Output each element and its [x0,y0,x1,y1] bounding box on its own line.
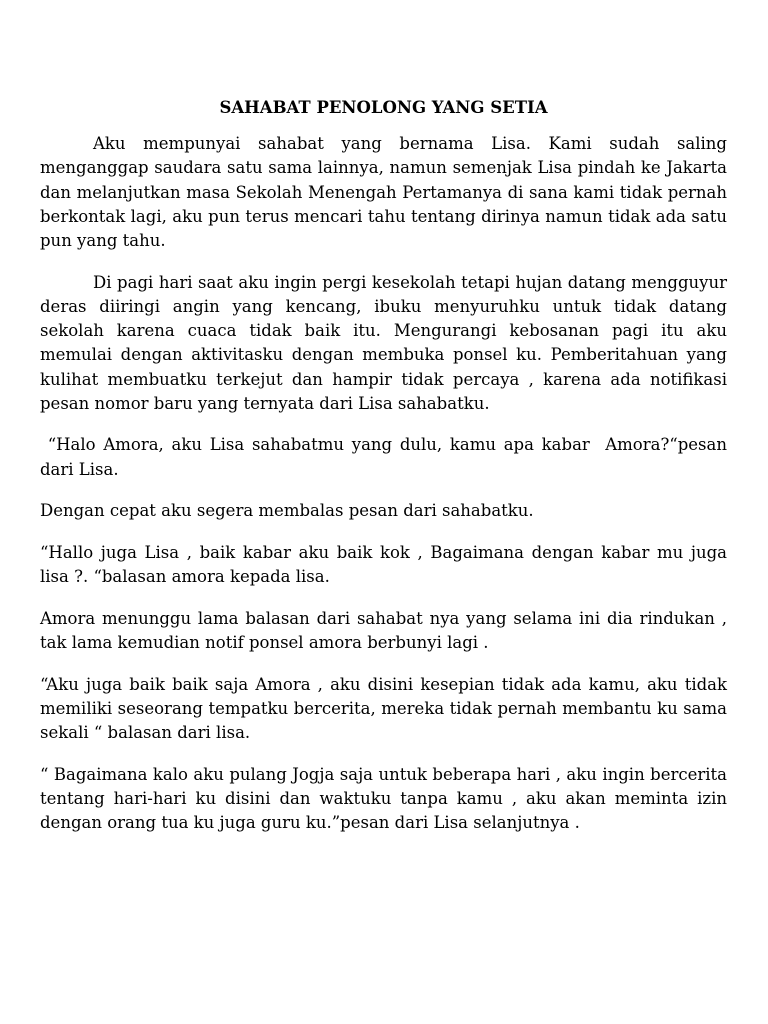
paragraph-1: Aku mempunyai sahabat yang bernama Lisa. Kami sudah saling menganggap saudara satu sama lainnya, namun semenjak Lisa pindah ke Jakarta dan melanjutkan masa Sekolah Menengah Pertamanya di sana kami tidak pernah berkontak lagi, aku pun terus mencari tahu tentang dirinya namun tidak ada satu pun yang tahu. [40,134,727,251]
paragraph-7: “Aku juga baik baik saja Amora , aku disini kesepian tidak ada kamu, aku tidak memiliki seseorang tempatku bercerita, mereka tidak pernah membantu ku sama sekali “ balasan dari lisa. [40,674,727,743]
paragraph-4: Dengan cepat aku segera membalas pesan dari sahabatku. [40,501,534,521]
document-body [40,96,733,853]
paragraph-3: “Halo Amora, aku Lisa sahabatmu yang dulu, kamu apa kabar Amora?“pesan dari Lisa. [40,435,733,479]
paragraph-5: “Hallo juga Lisa , baik kabar aku baik kok , Bagaimana dengan kabar mu juga lisa ?. “balasan amora kepada lisa. [40,543,727,587]
document-title: SAHABAT PENOLONG YANG SETIA [219,98,548,117]
paragraph-2: Di pagi hari saat aku ingin pergi kesekolah tetapi hujan datang mengguyur deras diiringi angin yang kencang, ibuku menyuruhku untuk tidak datang sekolah karena cuaca tidak baik itu. Mengurangi kebosanan pagi itu aku memulai dengan aktivitasku dengan membuka ponsel ku. Pemberitahuan yang kulihat membuatku terkejut dan hampir tidak percaya , karena ada notifikasi pesan nomor baru yang ternyata dari Lisa sahabatku. [40,272,727,413]
paragraph-6: Amora menunggu lama balasan dari sahabat nya yang selama ini dia rindukan , tak lama kemudian notif ponsel amora berbunyi lagi . [40,608,727,653]
paragraph-8: “ Bagaimana kalo aku pulang Jogja saja untuk beberapa hari , aku ingin bercerita tentang hari-hari ku disini dan waktuku tanpa kamu , aku akan meminta izin dengan orang tua ku juga guru ku.”pesan dari Lisa selanjutnya . [40,764,727,833]
